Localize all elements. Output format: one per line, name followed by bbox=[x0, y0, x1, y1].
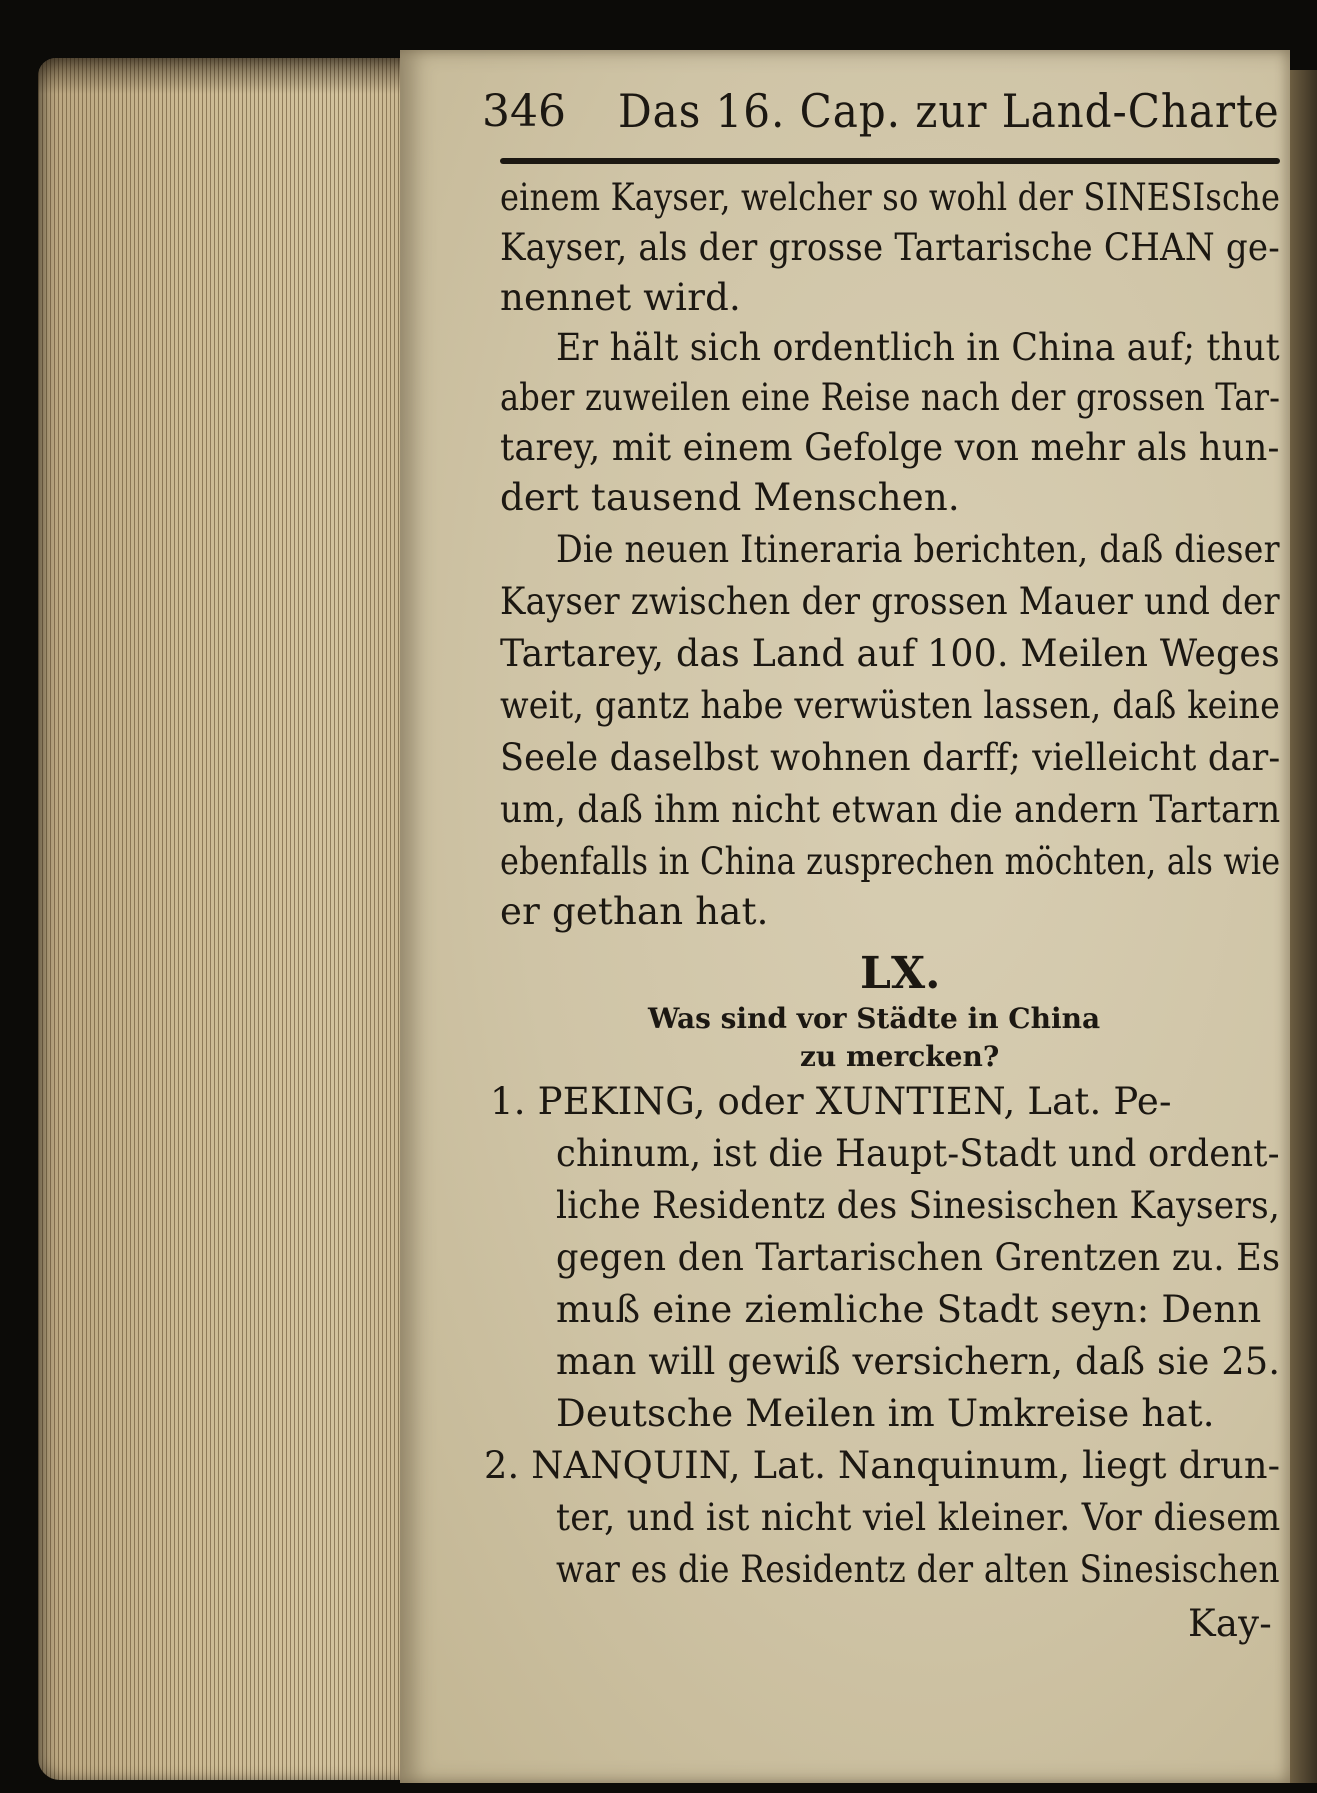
entry-line: gegen den Tartarischen Grentzen zu. Es bbox=[556, 1236, 1281, 1279]
paragraph-line: ebenfalls in China zusprechen möchten, als wie bbox=[500, 840, 1281, 883]
header-rule bbox=[500, 158, 1280, 164]
entry-line: chinum, ist die Haupt-Stadt und ordent- bbox=[556, 1132, 1280, 1175]
page-number: 346 bbox=[482, 86, 566, 137]
paragraph-line: Die neuen Itineraria berichten, daß dieser bbox=[556, 528, 1280, 571]
entry-line: man will gewiß versichern, daß sie 25. bbox=[556, 1340, 1281, 1383]
section-number: LX. bbox=[860, 948, 941, 999]
paragraph-line: Seele daselbst wohnen darff; vielleicht dar- bbox=[500, 736, 1281, 779]
entry-line: muß eine ziemliche Stadt seyn: Denn bbox=[556, 1288, 1262, 1331]
section-question-line: Was sind vor Städte in China bbox=[648, 1002, 1101, 1035]
paragraph-line: um, daß ihm nicht etwan die andern Tartarn bbox=[500, 788, 1281, 831]
paragraph-line: Tartarey, das Land auf 100. Meilen Weges bbox=[500, 632, 1280, 675]
entry-line: Deutsche Meilen im Umkreise hat. bbox=[556, 1392, 1215, 1435]
paragraph-line: weit, gantz habe verwüsten lassen, daß keine bbox=[500, 684, 1281, 727]
paragraph-line: aber zuweilen eine Reise nach der grossen Tar- bbox=[500, 376, 1281, 419]
entry-line: ter, und ist nicht viel kleiner. Vor diesem bbox=[556, 1496, 1281, 1539]
paragraph-line: tarey, mit einem Gefolge von mehr als hun- bbox=[500, 426, 1280, 469]
section-question-line: zu mercken? bbox=[800, 1040, 1000, 1073]
paragraph-line: dert tausend Menschen. bbox=[500, 476, 960, 519]
paragraph-line: Kayser zwischen der grossen Mauer und der bbox=[500, 580, 1280, 623]
paragraph-line: nennet wird. bbox=[500, 276, 741, 319]
entry-line: liche Residentz des Sinesischen Kaysers, bbox=[556, 1184, 1281, 1227]
entry-line: 2. NANQUIN, Lat. Nanquinum, liegt drun- bbox=[484, 1444, 1281, 1487]
paragraph-line: Kayser, als der grosse Tartarische CHAN ge- bbox=[500, 226, 1280, 269]
paragraph-line: Er hält sich ordentlich in China auf; thut bbox=[556, 326, 1280, 369]
book-page-edges-top-shadow bbox=[38, 58, 410, 94]
entry-line: war es die Residentz der alten Sinesischen bbox=[556, 1548, 1280, 1591]
book-page-edges bbox=[38, 58, 410, 1780]
running-head: Das 16. Cap. zur Land-Charte bbox=[618, 84, 1280, 138]
entry-line: 1. PEKING, oder XUNTIEN, Lat. Pe- bbox=[490, 1080, 1172, 1123]
next-page-edge bbox=[1290, 70, 1317, 1783]
catchword: Kay- bbox=[1188, 1602, 1272, 1645]
paragraph-line: einem Kayser, welcher so wohl der SINESIsche bbox=[500, 176, 1281, 219]
paragraph-line: er gethan hat. bbox=[500, 890, 769, 933]
